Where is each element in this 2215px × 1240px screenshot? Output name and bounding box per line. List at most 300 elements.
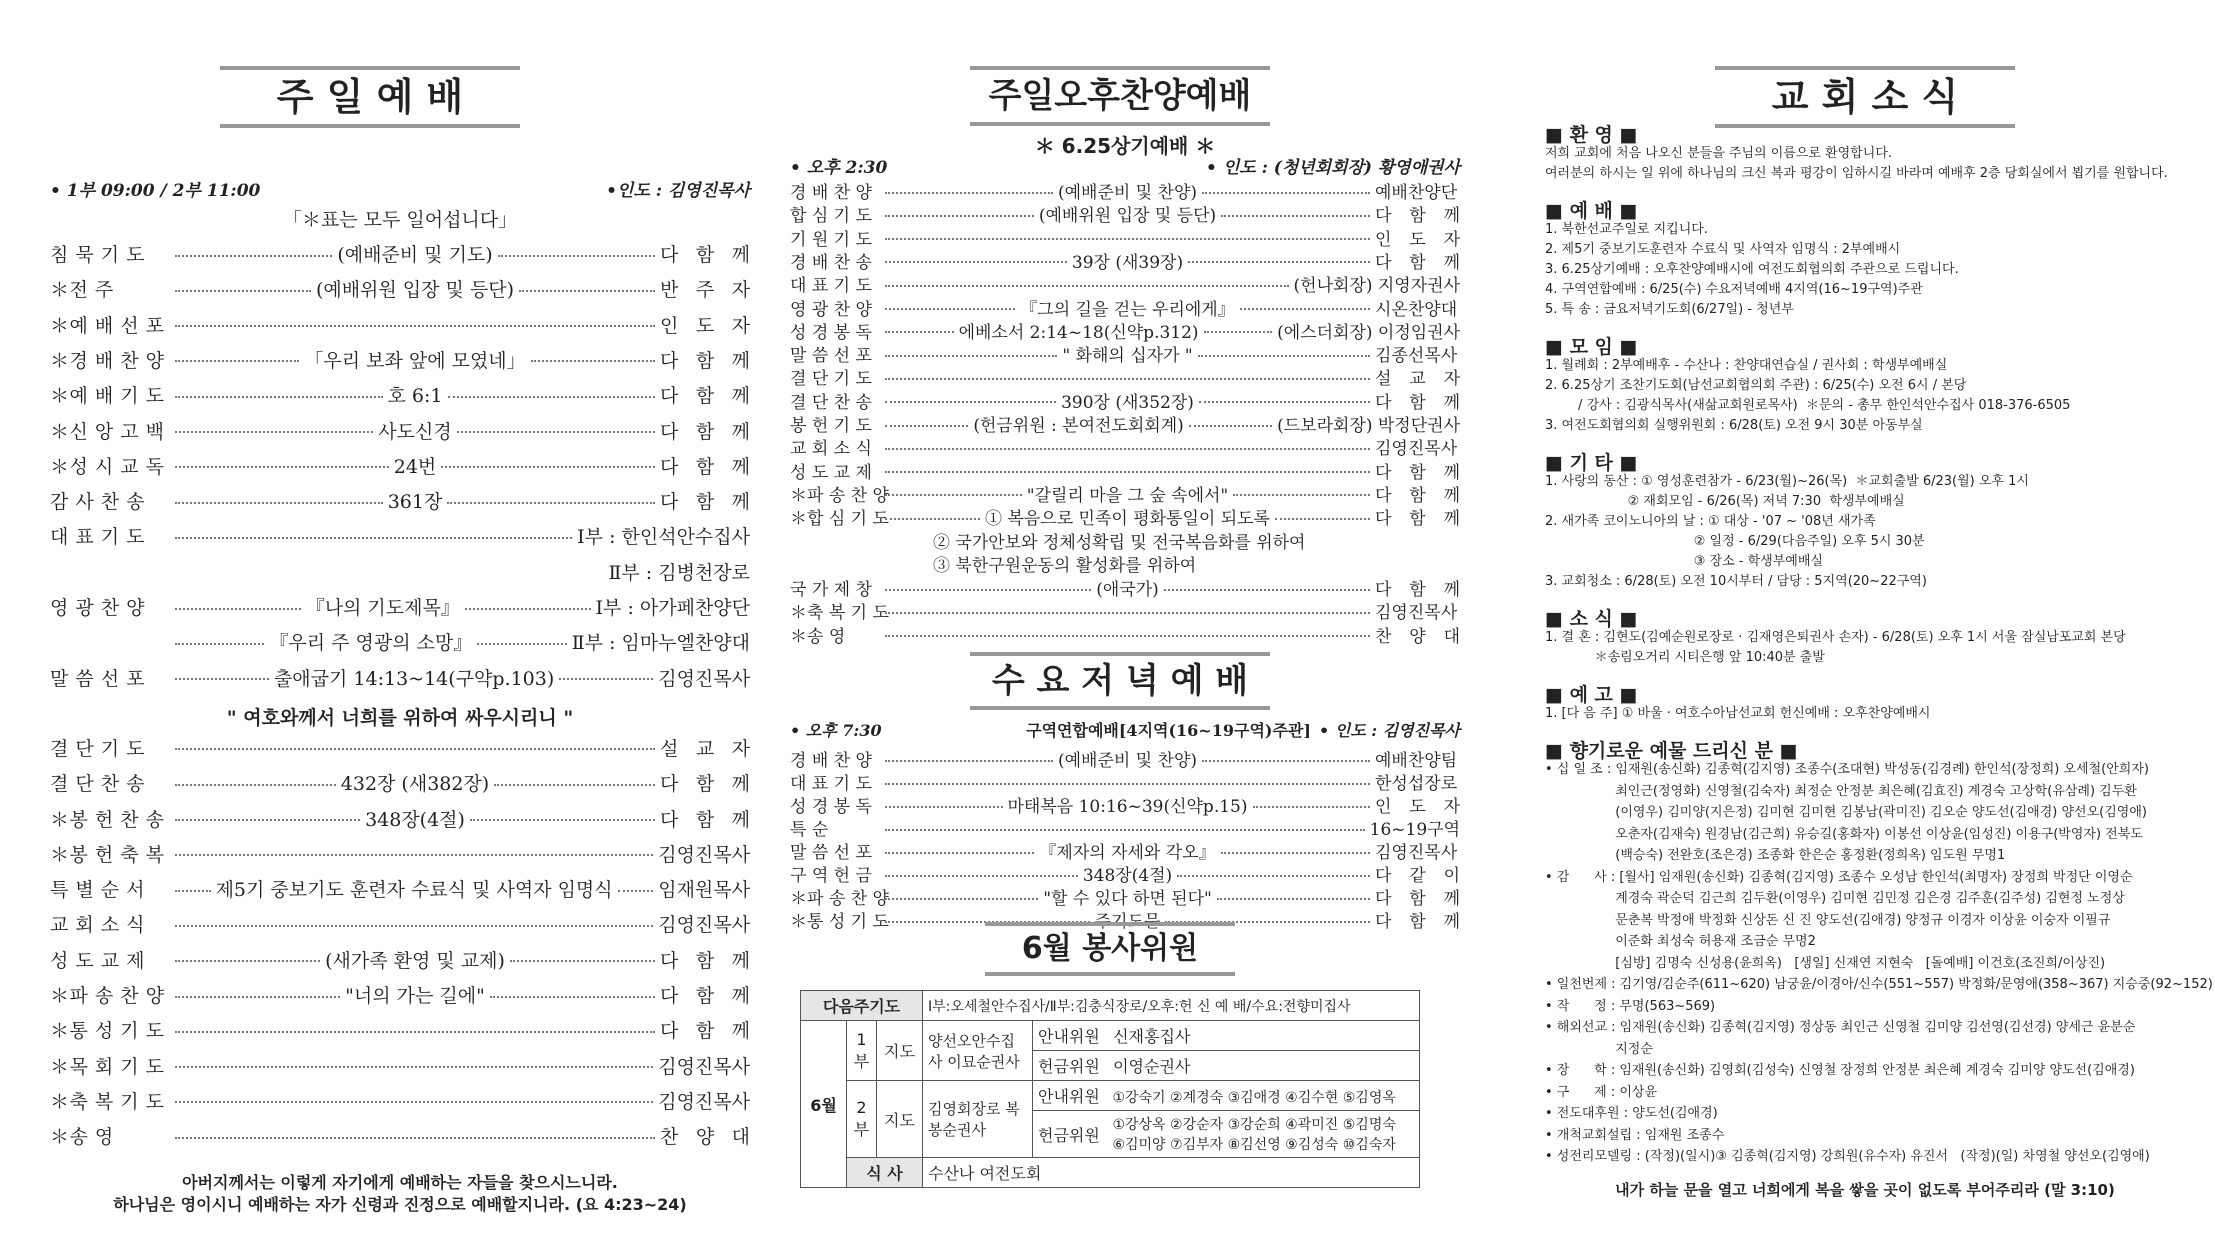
order-row	[790, 341, 1460, 366]
order-row	[50, 1087, 750, 1114]
news-section-title: ■ 예 배 ■	[1545, 200, 1638, 222]
order-row	[50, 840, 750, 867]
order-person: 다 함 께	[660, 455, 750, 478]
order-content: (헌금위원 : 본여전도회회계)	[973, 416, 1184, 436]
afternoon-time: • 오후 2:30	[790, 158, 888, 178]
news-section-title: ■ 기 타 ■	[1545, 452, 1638, 474]
leader-dots	[175, 854, 653, 856]
leader-dots	[175, 960, 320, 962]
news-item: 이준화 최성숙 허용재 조금순 무명2	[1545, 934, 1816, 949]
leader-dots	[885, 494, 1022, 496]
order-row	[50, 805, 750, 832]
usher2-label: 안내위원	[1038, 1087, 1100, 1106]
news-item: ＊송림오거리 시티은행 앞 10:40분 출발	[1545, 650, 1825, 665]
order-person: (에스더회장) 이정임권사	[1277, 322, 1461, 343]
news-item: 여러분의 하시는 일 위에 하나님의 크신 복과 평강이 임하시길 바라며 예배후 2층 당회실에서 뵙기를 원합니다.	[1545, 166, 2168, 181]
leader-dots	[175, 360, 299, 362]
order-row	[790, 318, 1460, 343]
leader-dots	[1221, 215, 1370, 217]
service-time-row	[50, 176, 750, 201]
order-row	[50, 946, 750, 973]
leader-dots	[885, 401, 1056, 403]
order-content: 361장	[387, 491, 443, 514]
volunteer-table	[800, 990, 1420, 1188]
news-item: 3. 6.25상기예배 : 오후찬양예배시에 여전도회협의회 주관으로 드립니다.	[1545, 262, 1959, 277]
order-person: 16~19구역	[1369, 820, 1460, 840]
news-item: 오춘자(김재숙) 원경남(김근희) 유승길(홍화자) 이봉선 이상윤(임성진) 이용구(박영자) 전북도	[1545, 826, 2143, 842]
order-label: ＊경 배 찬 양	[50, 349, 165, 372]
order-label: 영 광 찬 양	[790, 299, 872, 320]
order-content: 24번	[393, 455, 437, 478]
news-item: 지정순	[1545, 1041, 1653, 1057]
leader-dots	[457, 431, 655, 433]
order-person: 다 함 께	[660, 349, 750, 372]
leader1-names: 양선오안수집사 이묘순권사	[923, 1021, 1033, 1081]
order-person: 김영진목사	[1375, 439, 1458, 460]
order-content: " 화해의 십자가 "	[1062, 346, 1193, 367]
order-label: 성 도 교 제	[50, 949, 146, 972]
leader-dots	[175, 1031, 655, 1033]
month-cell: 6월	[801, 1021, 847, 1188]
wednesday-worship-title: 수 요 저 녁 예 배	[970, 652, 1270, 710]
usher2-row	[1033, 1081, 1420, 1111]
leader-dots	[175, 643, 264, 645]
leader-dots	[1253, 806, 1371, 808]
order-label: ＊통 성 기 도	[790, 912, 889, 932]
order-content: 390장 (새352장)	[1061, 392, 1194, 413]
news-section-title: ■ 모 임 ■	[1545, 336, 1638, 358]
afternoon-leader: • 인도 : (청년회회장) 황영애권사	[1206, 158, 1460, 178]
order-label: 영 광 찬 양	[50, 597, 146, 619]
wednesday-time: • 오후 7:30	[790, 721, 882, 740]
service1-cell: 1부	[847, 1021, 877, 1081]
news-section-title: ■ 향기로운 예물 드리신 분 ■	[1545, 740, 1798, 762]
leader-dots	[498, 255, 655, 257]
leader-dots	[175, 925, 653, 927]
offering2-value-b: ⑥김미양 ⑦김부자 ⑧김선영 ⑨김성숙 ⑩김숙자	[1112, 1137, 1396, 1153]
news-item: • 일천번제 : 김기영/김순주(611~620) 남궁윤/이경아/신수(551~557) 박정화/문영애(358~367) 지승중(92~152)	[1545, 977, 2213, 992]
order-row	[790, 434, 1460, 459]
order-row	[790, 458, 1460, 483]
order-person: 다 함 께	[1375, 392, 1460, 413]
order-person: 다 함 께	[660, 1020, 750, 1043]
news-item: • 장 학 : 임재원(송신화) 김영회(김성숙) 신영철 장정희 안정분 최은혜 계경숙 김미양 양도선(김애경)	[1545, 1063, 2135, 1078]
order-person: 다 함 께	[660, 385, 751, 408]
afternoon-time-row	[790, 153, 1460, 178]
order-person: 다 함 께	[660, 949, 750, 972]
leader-dots	[441, 466, 655, 468]
leader-dots	[1275, 518, 1370, 520]
offering2-values	[1112, 1114, 1395, 1154]
order-row	[790, 271, 1460, 296]
news-item: [심방] 김명숙 신성용(윤희옥) [생일] 신재연 지현숙 [돌예배] 이건호(조진희/이상진)	[1545, 955, 2106, 971]
news-item: 최인근(정영화) 신영철(김숙자) 최정순 안정분 최은혜(김효진) 계경숙 고상학(유삼례) 김두환	[1545, 783, 2137, 799]
news-section-title: ■ 예 고 ■	[1545, 684, 1638, 706]
order-row	[790, 364, 1460, 389]
leader-dots	[1189, 425, 1272, 427]
news-item: 계경숙 곽순덕 김근희 김두환(이영우) 김미현 김민정 김은경 김주훈(김주성) 김현정 노정상	[1545, 891, 2125, 906]
order-row	[50, 275, 750, 302]
order-row	[50, 1052, 750, 1079]
offering1-value: 이영순권사	[1113, 1057, 1191, 1076]
order-content: (예배위원 입장 및 등단)	[315, 279, 515, 302]
order-row	[50, 875, 750, 902]
order-person: 인 도 자	[1375, 229, 1460, 250]
order-row	[790, 769, 1460, 794]
leader-dots	[175, 784, 336, 786]
leader-dots	[885, 261, 1067, 263]
meal-value: 수산나 여전도회	[923, 1158, 1420, 1188]
order-row	[50, 311, 750, 338]
order-row	[50, 628, 750, 655]
news-item: 2. 제5기 중보기도훈련자 수료식 및 사역자 임명식 : 2부예배시	[1545, 242, 1901, 257]
order-label: 성 경 봉 독	[790, 797, 872, 817]
order-person: 김영진목사	[1375, 603, 1458, 624]
order-label: 결 단 찬 송	[790, 392, 872, 413]
leader2-cell: 지도	[877, 1081, 923, 1158]
order-person: 김영진목사	[658, 914, 750, 937]
order-person: 설 교 자	[660, 737, 750, 760]
leader-dots	[885, 378, 1370, 380]
leader-dots	[885, 355, 1057, 357]
order-row	[790, 248, 1460, 273]
offering2-value-a: ①강상옥 ②강순자 ③강순희 ④곽미진 ⑤김명숙	[1112, 1117, 1396, 1133]
order-person: 김영진목사	[1375, 843, 1458, 863]
order-person: 다 함 께	[660, 985, 750, 1007]
order-row	[50, 381, 750, 408]
order-row	[50, 558, 750, 585]
prayer-item-3: ③ 북한구원운동의 활성화를 위하여	[933, 556, 1197, 576]
right-panel	[1545, 0, 2213, 1240]
order-label: 성 도 교 제	[790, 462, 872, 483]
order-person: 김영진목사	[658, 843, 750, 866]
order-person: Ⅱ부 : 김병천장로	[608, 561, 750, 584]
leader-dots	[1202, 192, 1370, 194]
order-label: 기 원 기 도	[790, 229, 872, 250]
leader-dots	[175, 1066, 653, 1068]
order-person: 찬 양 대	[1375, 626, 1460, 647]
news-item: ③ 장소 - 학생부예배실	[1545, 554, 1823, 569]
news-item: 1. 사랑의 동산 : ① 영성훈련참가 - 6/23(월)~26(목) ＊교회출발 6/23(월) 오후 1시	[1545, 474, 2029, 489]
order-content: (새가족 환영 및 교제)	[325, 949, 505, 972]
order-row	[790, 411, 1460, 436]
order-label: 감 사 찬 송	[50, 491, 146, 514]
leader-dots	[175, 325, 655, 327]
june-volunteers-title: 6월 봉사위원	[985, 922, 1235, 976]
order-person: 다 함 께	[1375, 580, 1460, 600]
order-row	[50, 981, 750, 1008]
order-person: 김종선목사	[1375, 346, 1458, 367]
order-person: 다 함 께	[1375, 462, 1460, 483]
order-row	[50, 417, 750, 444]
news-item: 2. 6.25상기 조찬기도회(남선교회협의회 주관) : 6/25(수) 오전 6시 / 본당	[1545, 378, 1967, 393]
order-label: ＊신 앙 고 백	[50, 420, 165, 443]
leader-dots	[175, 890, 211, 892]
order-label: 대 표 기 도	[50, 526, 146, 549]
order-label: ＊목 회 기 도	[50, 1055, 165, 1078]
order-content: (애국가)	[1096, 580, 1159, 600]
leader-dots	[175, 255, 332, 257]
leader-dots	[1202, 760, 1370, 762]
leader-dots	[448, 396, 656, 398]
offering1-label: 헌금위원	[1038, 1057, 1100, 1076]
sermon-title: " 여호와께서 너희를 위하여 싸우시리니 "	[226, 707, 574, 729]
order-row	[50, 452, 750, 479]
leader-dots	[1177, 875, 1370, 877]
news-item: • 구 제 : 이상윤	[1545, 1084, 1658, 1100]
leader-dots	[885, 635, 1370, 637]
order-person: 다 같 이	[1375, 866, 1460, 886]
prayer-item-2: ② 국가안보와 정체성확립 및 전국복음화를 위하여	[933, 533, 1306, 553]
order-label: 경 배 찬 양	[790, 751, 872, 771]
leader-dots	[885, 285, 1289, 287]
leader-dots	[885, 783, 1370, 785]
order-person: 다 함 께	[660, 773, 750, 796]
order-label: ＊예 배 선 포	[50, 314, 165, 337]
order-label: ＊파 송 찬 양	[790, 889, 889, 909]
leader-dots	[885, 448, 1370, 450]
news-item: 3. 여전도회협의회 실행위원회 : 6/28(토) 오전 9시 30분 아동부실	[1545, 418, 1923, 433]
middle-panel	[790, 0, 1460, 1240]
order-content: 「우리 보좌 앞에 모였네」	[304, 349, 526, 372]
leader-dots	[885, 829, 1365, 831]
leader-dots	[175, 748, 655, 750]
usher1-value: 신재홍집사	[1113, 1027, 1191, 1046]
order-row	[790, 178, 1460, 203]
wednesday-leader: • 인도 : 김영진목사	[1318, 721, 1460, 740]
order-person: Ⅰ부 : 한인석안수집사	[577, 526, 750, 549]
order-row	[790, 861, 1460, 886]
order-person: 다 함 께	[660, 808, 751, 831]
order-label: 합 심 기 도	[790, 206, 872, 227]
order-content: "너의 가는 길에"	[345, 985, 485, 1007]
order-label: ＊봉 헌 축 복	[50, 843, 165, 866]
order-label: ＊통 성 기 도	[50, 1020, 165, 1043]
order-label: ＊송 영	[790, 626, 846, 647]
order-row	[50, 240, 750, 267]
order-person: 다 함 께	[660, 244, 751, 266]
leader-dots	[885, 331, 954, 333]
order-content: 432장 (새382장)	[340, 773, 490, 796]
news-item: 1. 결 혼 : 김현도(김예순원로장로 · 김재영은퇴권사 손자) - 6/28(토) 오후 1시 서울 잠실남포교회 본당	[1545, 630, 2126, 645]
next-week-prayer-value: Ⅰ부:오세철안수집사/Ⅱ부:김충식장로/오후:헌 신 예 배/수요:전향미집사	[923, 991, 1420, 1021]
order-person: Ⅱ부 : 임마누엘찬양대	[571, 632, 750, 655]
order-label: ＊예 배 기 도	[50, 385, 165, 408]
leader-dots	[1188, 261, 1370, 263]
order-row	[50, 734, 750, 761]
order-content: 사도신경	[378, 420, 452, 443]
order-person: 다 함 께	[660, 491, 750, 514]
order-row	[50, 1122, 750, 1149]
wednesday-note: 구역연합예배[4지역(16~19구역)주관]	[1026, 721, 1311, 740]
left-footer-verse	[50, 1172, 750, 1215]
news-item: • 작 정 : 무명(563~569)	[1545, 998, 1716, 1014]
order-content: 『우리 주 영광의 소망』	[269, 632, 473, 655]
leader-dots	[465, 608, 591, 610]
order-label: ＊축 복 기 도	[50, 1090, 165, 1113]
order-label: 국 가 제 창	[790, 580, 872, 600]
news-item: 저희 교회에 처음 나오신 분들을 주님의 이름으로 환영합니다.	[1545, 146, 1893, 161]
leader-dots	[175, 819, 360, 821]
news-item: (이영우) 김미양(지은정) 김미현 김미현 김봉남(곽미진) 김오순 양도선(김애경) 양선오(김영애)	[1545, 805, 2147, 820]
leader-dots	[885, 875, 1078, 877]
service-leader: •인도 : 김영진목사	[606, 181, 750, 201]
church-news-title: 교 회 소 식	[1715, 66, 2015, 128]
leader-dots	[175, 1137, 655, 1139]
order-row	[790, 815, 1460, 840]
leader-dots	[175, 431, 373, 433]
leader1-cell: 지도	[877, 1021, 923, 1081]
leader-dots	[175, 1101, 653, 1103]
order-row	[790, 481, 1460, 506]
news-item: • 성전리모델링 : (작정)(일시)③ 김종혁(김지영) 강희원(유수자) 유진서 (작정)(일) 차영철 양선오(김영애)	[1545, 1149, 2150, 1164]
order-row	[790, 388, 1460, 413]
order-label: ＊봉 헌 찬 송	[50, 808, 165, 831]
meal-label: 식 사	[847, 1158, 923, 1188]
leader-dots	[175, 996, 340, 998]
order-row	[50, 346, 750, 373]
news-item: • 전도대후원 : 양도선(김애경)	[1545, 1106, 1718, 1121]
order-content: 348장(4절)	[1082, 866, 1173, 886]
news-item: 5. 특 송 : 금요저녁기도회(6/27일) - 청년부	[1545, 302, 1794, 317]
order-label: 결 단 기 도	[790, 369, 872, 390]
order-label: 말 씀 선 포	[790, 843, 872, 863]
order-label: ＊합 심 기 도	[790, 509, 889, 530]
order-person: 찬 양 대	[660, 1126, 750, 1149]
news-item: 4. 구역연합예배 : 6/25(수) 수요저녁예배 4지역(16~19구역)주관	[1545, 282, 1923, 297]
news-section-title: ■ 환 영 ■	[1545, 124, 1638, 146]
order-label: 경 배 찬 송	[790, 252, 872, 273]
offering1-row	[1033, 1051, 1420, 1081]
order-row	[790, 575, 1460, 600]
leader-dots	[1233, 494, 1370, 496]
order-row	[790, 504, 1460, 529]
order-row	[790, 225, 1460, 250]
order-row	[790, 884, 1460, 909]
order-label: ＊송 영	[50, 1126, 114, 1149]
leader-dots	[885, 612, 1370, 614]
offering2-row	[1033, 1111, 1420, 1158]
order-content: (예배위원 입장 및 등단)	[1038, 206, 1217, 227]
leader-dots	[175, 502, 383, 504]
leader-dots	[519, 290, 655, 292]
order-row	[790, 746, 1460, 771]
order-person: 다 함 께	[1375, 206, 1460, 227]
order-label: 교 회 소 식	[790, 439, 872, 460]
order-content: "할 수 있다 하면 된다"	[1043, 889, 1212, 909]
order-person: 다 함 께	[1375, 509, 1461, 530]
news-item: (백승숙) 전완호(조은경) 조종화 한은순 홍정환(정희옥) 임도원 무명1	[1545, 848, 2006, 863]
order-content: 『제자의 자세와 각오』	[1039, 843, 1216, 863]
order-person: 김영진목사	[658, 667, 750, 690]
order-person: 시온찬양대	[1375, 299, 1458, 320]
order-label: 봉 헌 기 도	[790, 416, 872, 436]
order-content: 39장 (새39장)	[1071, 252, 1184, 273]
usher1-label: 안내위원	[1038, 1027, 1100, 1046]
leader-dots	[885, 518, 980, 520]
order-content: (예배준비 및 찬양)	[1057, 751, 1198, 771]
leader-dots	[885, 425, 968, 427]
order-row	[790, 295, 1460, 320]
right-footer-verse: 내가 하늘 문을 열고 너희에게 복을 쌓을 곳이 없도록 부어주리라 (말 3:10)	[1615, 1181, 2115, 1199]
order-person: 김영진목사	[658, 1090, 750, 1113]
leader-dots	[1198, 355, 1370, 357]
leader-dots	[490, 996, 655, 998]
footer-line-1: 아버지께서는 이렇게 자기에게 예배하는 자들을 찾으시느니라.	[182, 1173, 618, 1192]
order-label: 결 단 찬 송	[50, 773, 146, 796]
afternoon-worship-title: 주일오후찬양예배	[970, 66, 1270, 126]
leader-dots	[477, 643, 566, 645]
order-label: ＊파 송 찬 양	[50, 985, 165, 1007]
order-label: ＊성 시 교 독	[50, 455, 165, 478]
order-content: (예배준비 및 찬양)	[1057, 183, 1198, 203]
order-label: ＊축 복 기 도	[790, 603, 889, 624]
order-row	[790, 792, 1460, 817]
news-item: • 십 일 조 : 임재원(송신화) 김종혁(김지영) 조종수(조대현) 박성동(김경례) 한인석(장정희) 오세철(안희자)	[1545, 762, 2149, 777]
leader-dots	[531, 360, 655, 362]
standing-note: 「＊표는 모두 일어섭니다」	[282, 209, 518, 231]
news-item: 문춘복 박정애 박정화 신상돈 신 진 양도선(김애경) 양정규 이경자 이상윤 이숭자 이필규	[1545, 912, 2111, 928]
order-row	[50, 910, 750, 937]
order-person: 인 도 자	[660, 314, 750, 337]
news-item: 1. 월례회 : 2부예배후 - 수산나 : 찬양대연습실 / 권사회 : 학생부예배실	[1545, 358, 1948, 373]
leader-dots	[885, 308, 1015, 310]
order-row	[50, 522, 750, 549]
order-row	[50, 769, 750, 796]
news-item: ② 재회모임 - 6/26(목) 저녁 7:30 학생부예배실	[1545, 494, 1905, 509]
leader-dots	[510, 960, 655, 962]
leader-dots	[175, 396, 383, 398]
order-person: 다 함 께	[1375, 252, 1461, 273]
order-person: 설 교 자	[1375, 369, 1460, 390]
order-person: 다 함 께	[1375, 485, 1461, 506]
next-week-prayer-label: 다음주기도	[801, 991, 923, 1021]
leader-dots	[885, 471, 1370, 473]
news-item: / 강사 : 김광식목사(새삶교회원로목사) ＊문의 - 총무 한인석안수집사 018-376-6505	[1545, 398, 2071, 413]
order-row	[790, 201, 1460, 226]
leader-dots	[447, 502, 655, 504]
order-content: 주기도문	[1094, 912, 1161, 932]
footer-line-2: 하나님은 영이시니 예배하는 자가 신령과 진정으로 예배할지니라. (요 4:23~24)	[113, 1194, 687, 1214]
leader-dots	[175, 290, 311, 292]
sunday-worship-title: 주 일 예 배	[220, 66, 520, 128]
order-content: 출애굽기 14:13~14(구약p.103)	[273, 667, 555, 690]
news-item: 1. [다 음 주] ① 바울 · 여호수아남선교회 헌신예배 : 오후찬양예배시	[1545, 706, 1931, 721]
order-content: 제5기 중보기도 훈련자 수료식 및 사역자 임명식	[215, 879, 613, 902]
left-panel	[50, 0, 750, 1240]
leader-dots	[885, 898, 1038, 900]
order-person: 예배찬양단	[1375, 183, 1458, 203]
order-label: 구 역 헌 금	[790, 866, 872, 886]
news-item: ② 일정 - 6/29(다음주일) 오후 5시 30분	[1545, 534, 1925, 549]
leader-dots	[885, 192, 1053, 194]
order-label: 대 표 기 도	[790, 276, 872, 297]
leader-dots	[1199, 401, 1370, 403]
order-person: 임재원목사	[658, 879, 750, 902]
order-content: "갈릴리 마을 그 숲 속에서"	[1026, 485, 1229, 506]
order-person: Ⅰ부 : 아가페찬양단	[595, 597, 751, 619]
order-content: 마태복음 10:16~39(신약p.15)	[1007, 797, 1248, 817]
order-content: 호 6:1	[387, 385, 443, 408]
news-item: 1. 북한선교주일로 지킵니다.	[1545, 222, 1708, 237]
leader-dots	[885, 760, 1053, 762]
order-person: (헌나회장) 지영자권사	[1293, 276, 1460, 297]
leader-dots	[559, 678, 653, 680]
leader-dots	[175, 537, 572, 539]
order-person: 다 함 께	[1375, 889, 1461, 909]
order-person: 다 함 께	[1375, 912, 1461, 932]
leader2-names: 김영회장로 복봉순권사	[923, 1081, 1033, 1158]
